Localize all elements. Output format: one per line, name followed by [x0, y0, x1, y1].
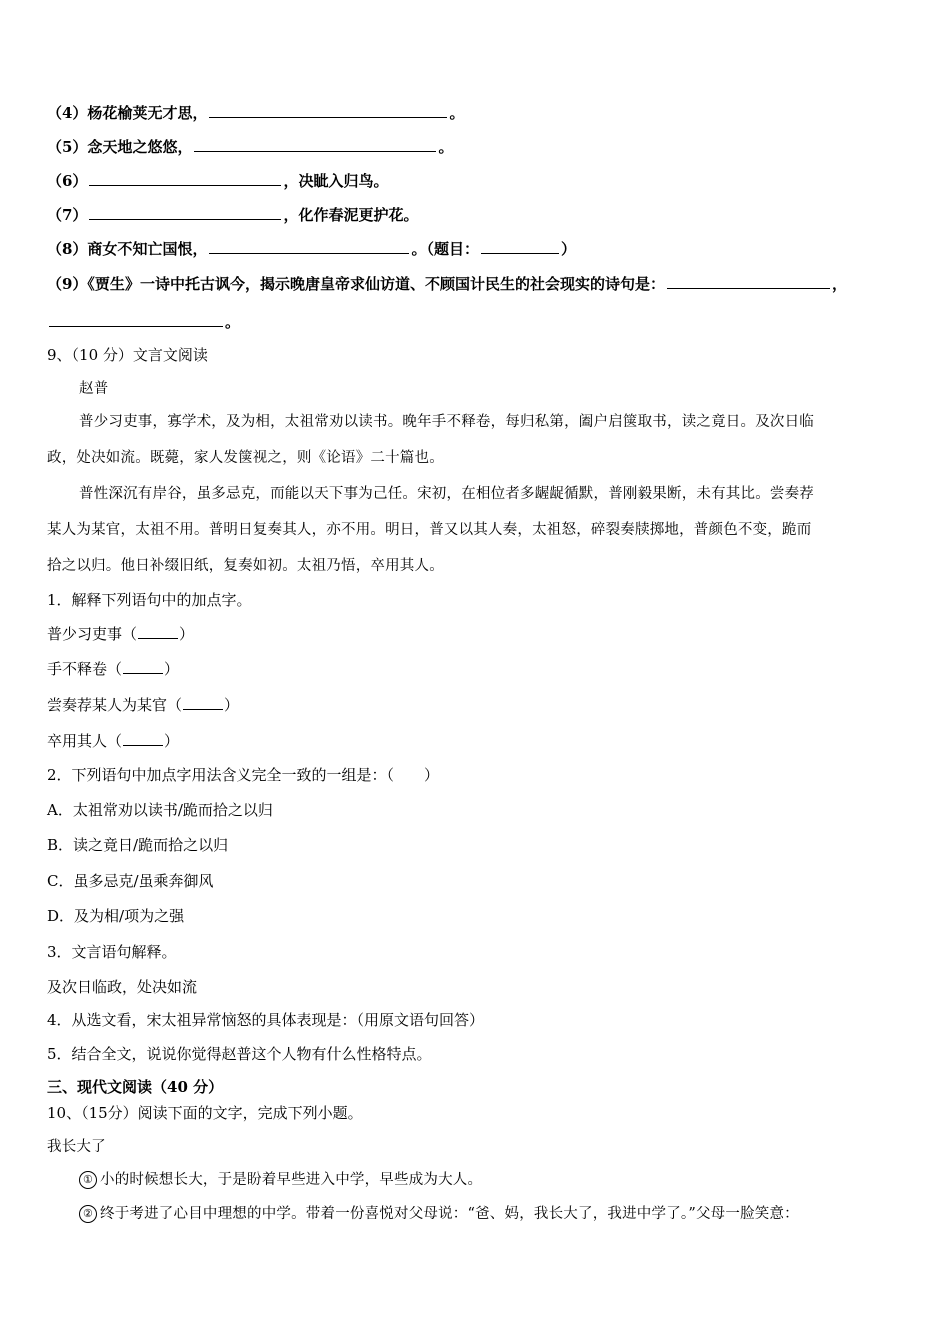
- question-10-header: 10、（15分）阅读下面的文字，完成下列小题。: [47, 1104, 363, 1122]
- fill-suffix: 。: [438, 138, 454, 156]
- answer-blank[interactable]: [123, 731, 163, 746]
- title-blank[interactable]: [481, 239, 559, 254]
- subquestion-4: 4．从选文看，宋太祖异常恼怒的具体表现是：（用原文语句回答）: [47, 1011, 485, 1029]
- section-heading: 三、现代文阅读（40 分）: [47, 1078, 224, 1096]
- explain-text: 卒用其人（: [47, 732, 123, 750]
- subquestion-3: 3．文言语句解释。: [47, 943, 177, 961]
- answer-blank[interactable]: [194, 137, 436, 152]
- explain-item: [47, 624, 906, 644]
- answer-blank[interactable]: [138, 624, 178, 639]
- explain-item: [47, 731, 906, 751]
- subquestion-5: 5．结合全文，说说你觉得赵普这个人物有什么性格特点。: [47, 1045, 432, 1063]
- explain-close: ）: [164, 732, 180, 750]
- answer-blank[interactable]: [49, 312, 223, 327]
- option-b[interactable]: B．读之竟日/跪而拾之以归: [47, 836, 229, 854]
- subquestion-3-item: 及次日临政，处决如流: [47, 978, 198, 996]
- fill-line-6: [47, 171, 906, 191]
- article-para-text: 终于考进了心目中理想的中学。带着一份喜悦对父母说：“爸、妈，我长大了，我进中学了。”父母一脸笑意：: [100, 1206, 799, 1222]
- fill-line-4: [47, 103, 906, 123]
- option-a[interactable]: A．太祖常劝以读书/跪而拾之以归: [47, 801, 273, 819]
- article-para-1: [79, 1170, 906, 1190]
- option-c[interactable]: C．虽多忌克/虽乘奔御风: [47, 872, 214, 890]
- passage-para2-line1: 普性深沉有岸谷，虽多忌克，而能以天下事为己任。宋初，在相位者多龌龊循默，普刚毅果断，未有其比。尝奏荐: [79, 486, 814, 502]
- passage-title: 赵普: [79, 381, 109, 397]
- fill-line-7: [47, 205, 906, 225]
- fill-prefix: （8）商女不知亡国恨，: [47, 240, 208, 258]
- answer-blank[interactable]: [89, 171, 281, 186]
- subquestion-1: 1．解释下列语句中的加点字。: [47, 591, 252, 609]
- fill-suffix-close: ）: [560, 240, 576, 258]
- answer-blank[interactable]: [123, 659, 163, 674]
- fill-suffix: ，决眦入归鸟。: [283, 172, 389, 190]
- explain-text: 手不释卷（: [47, 660, 123, 678]
- fill-prefix: （9）《贾生》一诗中托古讽今，揭示晚唐皇帝求仙访道、不顾国计民生的社会现实的诗句是：: [47, 275, 665, 293]
- question-9-header: 9、（10 分）文言文阅读: [47, 346, 208, 364]
- paragraph-number: ②: [79, 1205, 97, 1223]
- fill-line-5: [47, 137, 906, 157]
- fill-suffix: 。（题目：: [411, 240, 479, 258]
- fill-prefix: （4）杨花榆荚无才思，: [47, 104, 208, 122]
- explain-close: ）: [164, 660, 180, 678]
- passage-para2-line2: 某人为某官，太祖不用。普明日复奏其人，亦不用。明日，普又以其人奏，太祖怒，碎裂奏牍掷地，普颜色不变，跪而: [47, 522, 812, 538]
- fill-suffix: ，: [831, 275, 847, 293]
- passage-para1-line1: 普少习吏事，寡学术，及为相，太祖常劝以读书。晚年手不释卷，每归私第，阖户启箧取书，读之竟日。及次日临: [79, 414, 814, 430]
- answer-blank[interactable]: [89, 205, 281, 220]
- fill-prefix: （5）念天地之悠悠，: [47, 138, 193, 156]
- fill-prefix: （7）: [47, 206, 88, 224]
- fill-suffix: 。: [449, 104, 465, 122]
- explain-item: [47, 659, 906, 679]
- explain-close: ）: [179, 625, 195, 643]
- explain-text: 尝奏荐某人为某官（: [47, 696, 183, 714]
- fill-prefix: （6）: [47, 172, 88, 190]
- article-para-text: 小的时候想长大，于是盼着早些进入中学，早些成为大人。: [100, 1172, 483, 1188]
- explain-close: ）: [224, 696, 240, 714]
- option-d[interactable]: D．及为相/项为之强: [47, 907, 185, 925]
- passage-para2-line3: 拾之以归。他日补缀旧纸，复奏如初。太祖乃悟，卒用其人。: [47, 558, 444, 574]
- fill-suffix: ，化作春泥更护花。: [283, 206, 419, 224]
- paragraph-number: ①: [79, 1171, 97, 1189]
- explain-item: [47, 695, 906, 715]
- answer-blank[interactable]: [667, 274, 830, 289]
- explain-text: 普少习吏事（: [47, 625, 138, 643]
- article-title: 我长大了: [47, 1139, 106, 1155]
- article-para-2: [79, 1204, 906, 1224]
- fill-suffix: 。: [225, 313, 241, 331]
- passage-para1-line2: 政，处决如流。既薨，家人发箧视之，则《论语》二十篇也。: [47, 450, 444, 466]
- answer-blank[interactable]: [209, 239, 409, 254]
- answer-blank[interactable]: [183, 695, 223, 710]
- answer-blank[interactable]: [209, 103, 447, 118]
- fill-line-8: [47, 239, 906, 259]
- fill-line-9-cont: [47, 312, 906, 332]
- fill-line-9: [47, 274, 906, 294]
- subquestion-2: 2．下列语句中加点字用法含义完全一致的一组是：（ ）: [47, 766, 440, 784]
